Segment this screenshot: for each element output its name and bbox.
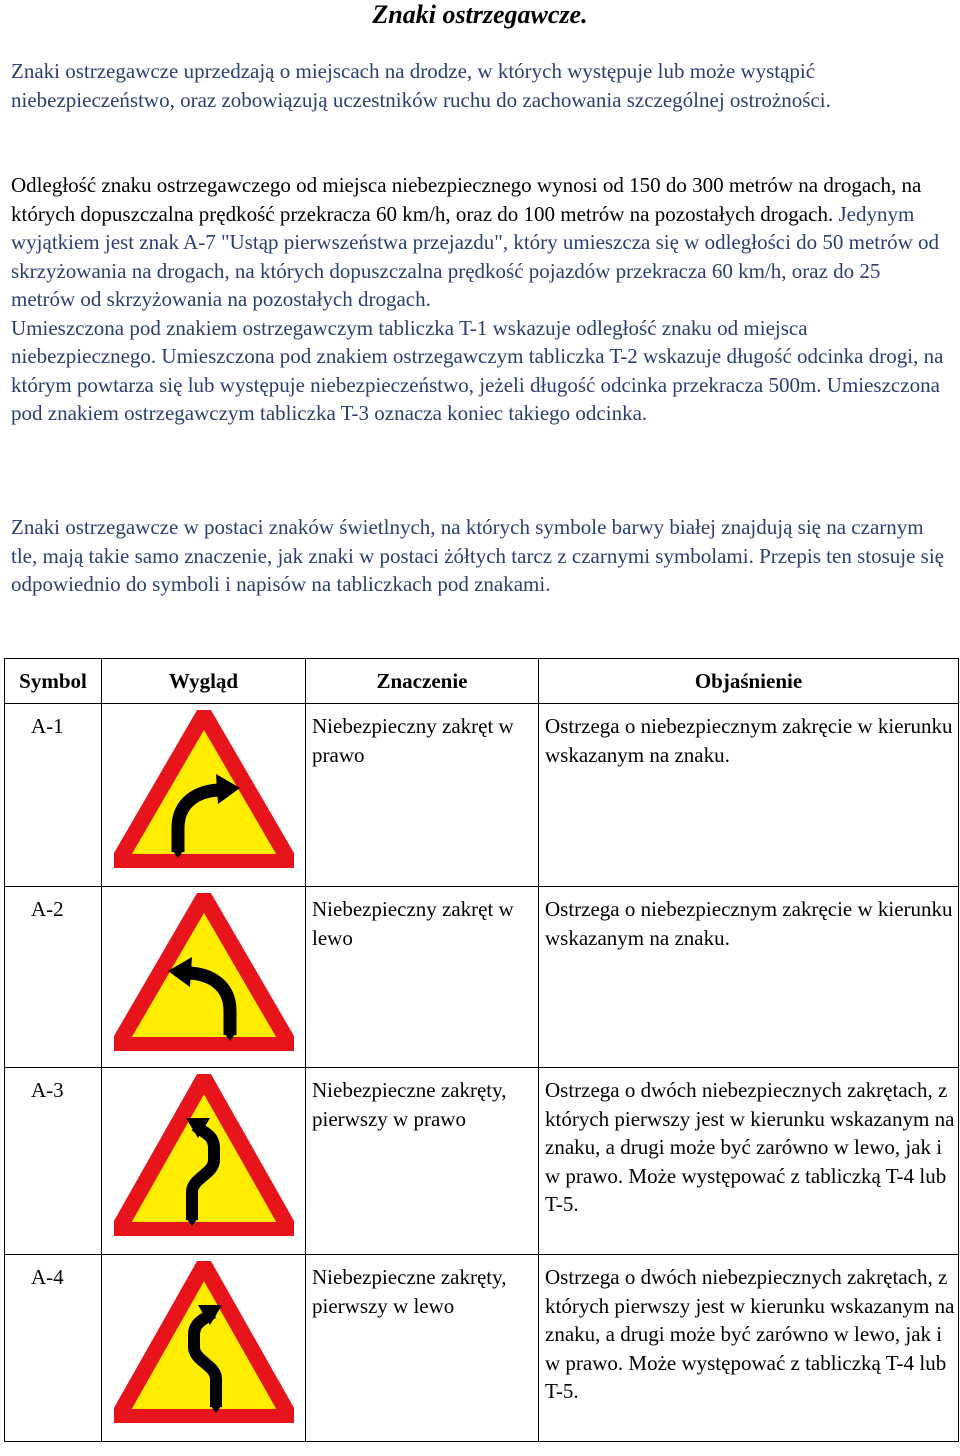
distance-paragraph [11, 171, 949, 428]
plates-text: Umieszczona pod znakiem ostrzegawczym tabliczka T-1 wskazuje odległość znaku od miejsca niebezpiecznego. Umieszczona pod znakiem ostrzegawczym tabliczka T-2 wskazuje długość odcinka drogi, na którym powtarza się lub występuje niebezpieczeństwo, jeżeli długość odcinka przekracza 500m. Umieszczona pod znakiem ostrzegawczym tabliczka T-3 oznacza koniec takiego odcinka. [11, 315, 944, 425]
distance-lead-text: Odległość znaku ostrzegawczego od miejsca niebezpiecznego wynosi od 150 do 300 metrów na drogach, na których dopuszczalna prędkość przekracza 60 km/h, oraz do 100 metrów na pozostałych drogach. [11, 173, 922, 226]
header-explanation: Objaśnienie [539, 659, 959, 704]
light-signs-paragraph: Znaki ostrzegawcze w postaci znaków świetlnych, na których symbole barwy białej znajdują się na czarnym tle, mają takie samo znaczenie, jak znaki w postaci żółtych tarcz z czarnymi symbolami. Przepis ten stosuje się odpowiednio do symboli i napisów na tabliczkach pod znakami. [11, 515, 944, 596]
symbol-cell [5, 1068, 102, 1255]
look-cell [102, 704, 306, 887]
table-row [5, 704, 959, 887]
table-row [5, 1255, 959, 1442]
explanation-cell [539, 704, 959, 887]
curve-right-warning-sign-icon [114, 710, 294, 868]
intro-paragraph: Znaki ostrzegawcze uprzedzają o miejscach na drodze, w których występuje lub może wystąpić niebezpieczeństwo, oraz zobowiązują uczestników ruchu do zachowania szczególnej ostrożności. [11, 59, 831, 112]
header-look: Wygląd [102, 659, 306, 704]
sign-explanation: Ostrzega o dwóch niebezpiecznych zakrętach, z których pierwszy jest w kierunku wskazanym na znaku, a drugi może być zarówno w lewo, jak i w prawo. Może występować z tabliczką T-4 lub T-5. [545, 1078, 955, 1216]
sign-code: A-2 [31, 897, 64, 921]
explanation-cell [539, 1068, 959, 1255]
double-curve-right-warning-sign-icon [114, 1074, 294, 1236]
meaning-cell [306, 1255, 539, 1442]
sign-explanation: Ostrzega o niebezpiecznym zakręcie w kierunku wskazanym na znaku. [545, 714, 953, 767]
header-meaning: Znaczenie [306, 659, 539, 704]
double-curve-left-warning-sign-icon [114, 1261, 294, 1423]
sign-explanation: Ostrzega o niebezpiecznym zakręcie w kierunku wskazanym na znaku. [545, 897, 953, 950]
sign-code: A-1 [31, 714, 64, 738]
meaning-cell [306, 1068, 539, 1255]
sign-meaning: Niebezpieczny zakręt w lewo [312, 897, 514, 950]
sign-meaning: Niebezpieczne zakręty, pierwszy w lewo [312, 1265, 507, 1318]
table-row [5, 887, 959, 1068]
symbol-cell [5, 704, 102, 887]
look-cell [102, 1068, 306, 1255]
look-cell [102, 1255, 306, 1442]
curve-left-warning-sign-icon [114, 893, 294, 1051]
meaning-cell [306, 887, 539, 1068]
exception-text: Jedynym wyjątkiem jest znak A-7 "Ustąp pierwszeństwa przejazdu", który umieszcza się w odległości do 50 metrów od skrzyżowania na drogach, na których dopuszczalna prędkość pojazdów przekracza 60 km/h, oraz do 25 metrów od skrzyżowania na pozostałych drogach. [11, 201, 940, 311]
symbol-cell [5, 1255, 102, 1442]
warning-signs-table [4, 658, 959, 1442]
explanation-cell [539, 1255, 959, 1442]
sign-explanation: Ostrzega o dwóch niebezpiecznych zakrętach, z których pierwszy jest w kierunku wskazanym na znaku, a drugi może być zarówno w lewo, jak i w prawo. Może występować z tabliczką T-4 lub T-5. [545, 1265, 955, 1403]
sign-code: A-4 [31, 1265, 64, 1289]
sign-code: A-3 [31, 1078, 64, 1102]
table-header-row [5, 659, 959, 704]
header-symbol: Symbol [5, 659, 102, 704]
sign-meaning: Niebezpieczne zakręty, pierwszy w prawo [312, 1078, 507, 1131]
symbol-cell [5, 887, 102, 1068]
explanation-cell [539, 887, 959, 1068]
meaning-cell [306, 704, 539, 887]
page-title: Znaki ostrzegawcze. [372, 0, 588, 29]
look-cell [102, 887, 306, 1068]
sign-meaning: Niebezpieczny zakręt w prawo [312, 714, 514, 767]
table-row [5, 1068, 959, 1255]
